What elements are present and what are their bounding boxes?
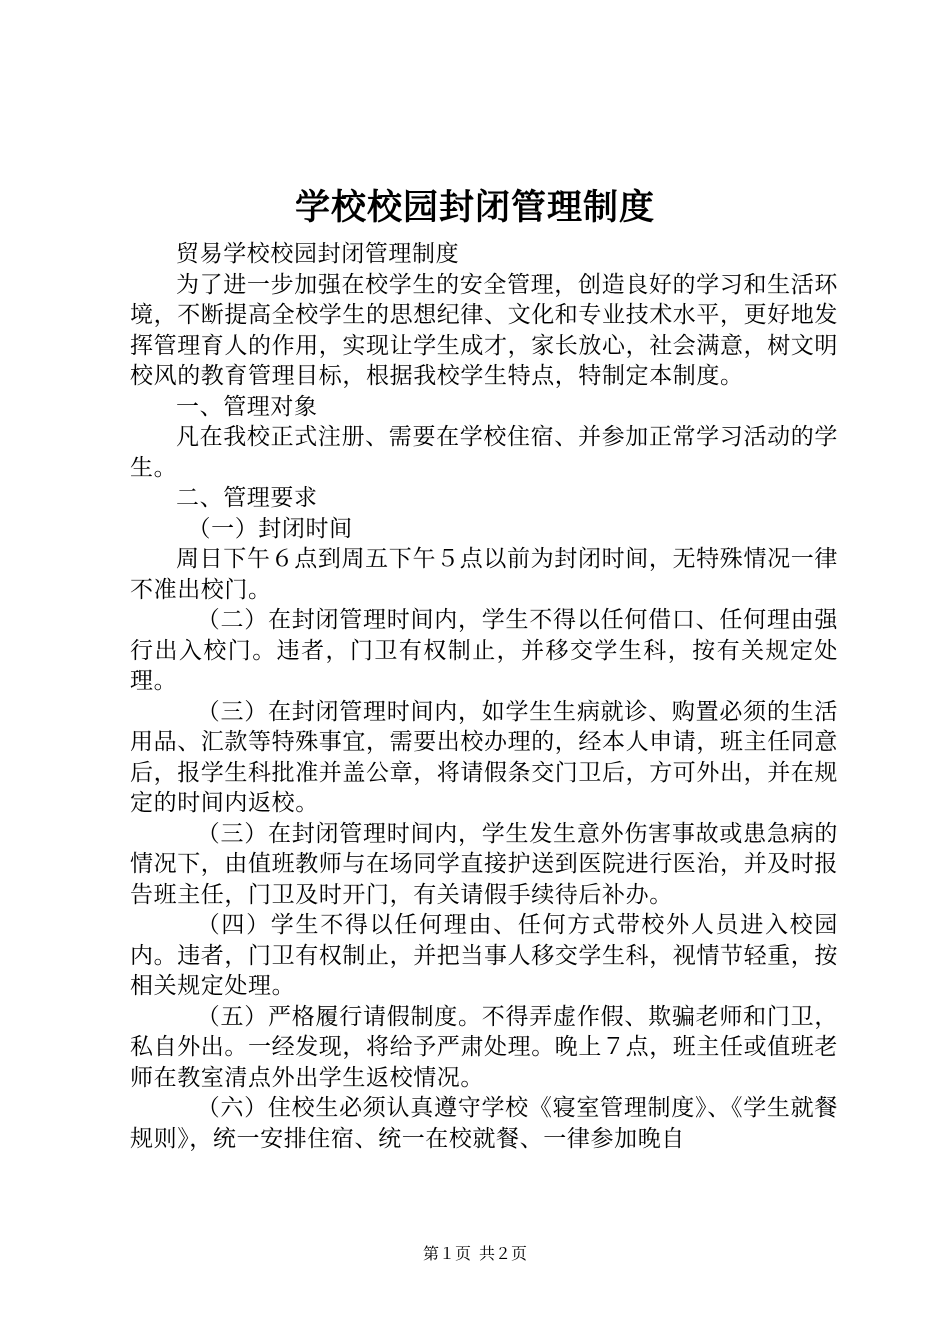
page-number: 第１页	[422, 1244, 471, 1263]
section-heading-requirements: 二、管理要求	[176, 485, 318, 511]
rule-paragraph: （二）在封闭管理时间内，学生不得以任何借口、任何理由强行出入校门。违者，门卫有权制止，并移交学生科，按有关规定处理。	[130, 607, 838, 694]
document-title: 学校校园封闭管理制度	[294, 188, 655, 228]
target-paragraph: 凡在我校正式注册、需要在学校住宿、并参加正常学习活动的学生。	[130, 424, 838, 481]
page-total: 共２页	[479, 1244, 528, 1263]
page-footer	[0, 1243, 950, 1265]
rule-paragraph: （四）学生不得以任何理由、任何方式带校外人员进入校园内。违者，门卫有权制止，并把当事人移交学生科，视情节轻重，按相关规定处理。	[130, 912, 838, 999]
closed-time-paragraph: 周日下午６点到周五下午５点以前为封闭时间，无特殊情况一律不准出校门。	[130, 546, 838, 603]
rule-paragraph: （三）在封闭管理时间内，学生发生意外伤害事故或患急病的情况下，由值班教师与在场同学直接护送到医院进行医治，并及时报告班主任，门卫及时开门，有关请假手续待后补办。	[130, 820, 838, 908]
document-body	[130, 239, 838, 1154]
subheading-closed-time: （一）封闭时间	[187, 515, 353, 542]
section-heading-target: 一、管理对象	[176, 393, 318, 420]
intro-paragraph: 为了进一步加强在校学生的安全管理，创造良好的学习和生活环境，不断提高全校学生的思想纪律、文化和专业技术水平，更好地发挥管理育人的作用，实现让学生成才，家长放心，社会满意，树文明校风的教育管理目标，根据我校学生特点，特制定本制度。	[130, 271, 838, 389]
rule-paragraph: （三）在封闭管理时间内，如学生生病就诊、购置必须的生活用品、汇款等特殊事宜，需要出校办理的，经本人申请，班主任同意后，报学生科批准并盖公章，将请假条交门卫后，方可外出，并在规定的时间内返校。	[130, 698, 838, 816]
document-subtitle: 贸易学校校园封闭管理制度	[176, 241, 460, 267]
rule-paragraph: （六）住校生必须认真遵守学校《寝室管理制度》、《学生就餐规则》，统一安排住宿、统一在校就餐、一律参加晚自	[130, 1095, 838, 1152]
rule-paragraph: （五）严格履行请假制度。不得弄虚作假、欺骗老师和门卫，私自外出。一经发现，将给予严肃处理。晚上７点，班主任或值班老师在教室清点外出学生返校情况。	[130, 1003, 838, 1091]
